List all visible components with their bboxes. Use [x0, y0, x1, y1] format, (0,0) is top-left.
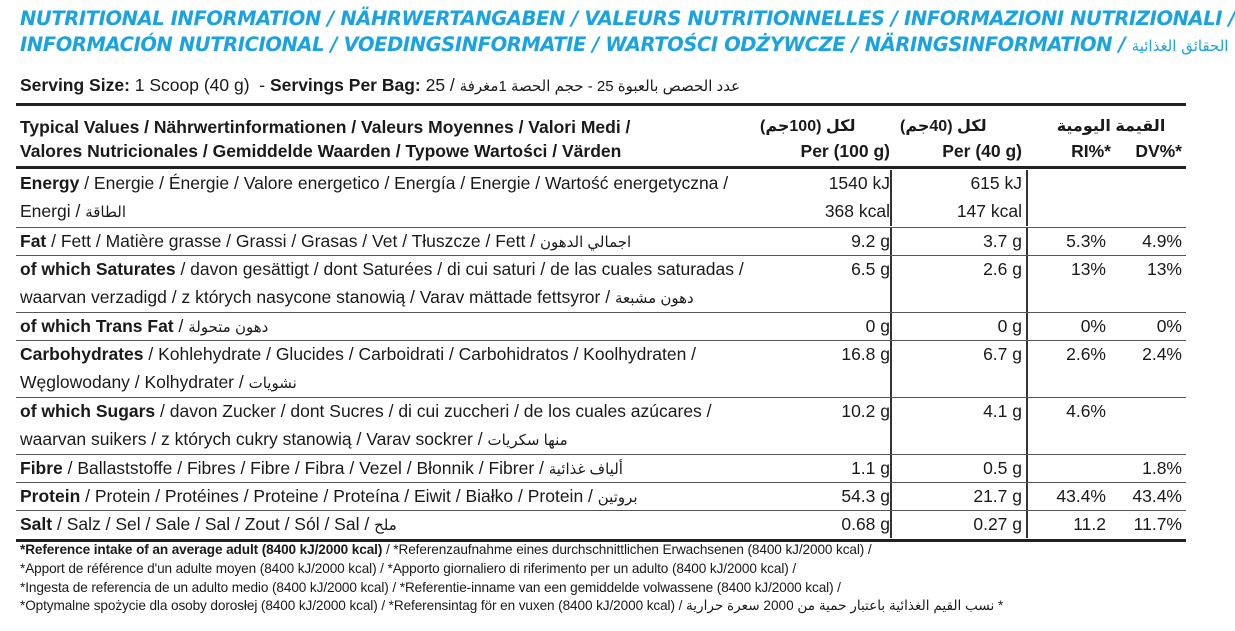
nutrient-translations: / Energie / Énergie / Valore energetico / Energía / Energie / Wartość energetyczna /: [79, 173, 729, 193]
nutrient-translations-2: Węglowodany / Kolhydrater /: [20, 372, 249, 392]
nutrient-arabic: اجمالي الدهون: [539, 234, 632, 251]
nutrient-arabic: دهون متحولة: [188, 319, 269, 336]
footnote-line-1-bold: *Reference intake of an average adult (8400 kJ/2000 kcal): [20, 542, 383, 557]
value-dv: 2.4%: [1142, 344, 1182, 364]
nutrient-arabic: بروتين: [597, 489, 638, 506]
header-per-100g: [760, 115, 890, 163]
column-divider: [890, 455, 892, 482]
nutrient-bold: of which Saturates: [20, 259, 176, 279]
value-per-40g: 21.7 g: [973, 486, 1022, 506]
nutrient-bold: Carbohydrates: [20, 344, 144, 364]
header-per-40g-label: Per (40 g): [942, 141, 1022, 161]
nutrient-name: [20, 455, 760, 483]
nutrient-bold: Fat: [20, 231, 47, 251]
nutrient-arabic: الطاقة: [85, 204, 127, 221]
nutrient-name-line-2: [20, 284, 760, 312]
value-ri: 2.6%: [1066, 344, 1106, 364]
value-dv: 11.7%: [1133, 514, 1182, 534]
table-row: [16, 483, 1186, 510]
footnote-line-3: *Ingesta de referencia de un adulto medio (8400 kJ/2000 kcal) / *Referentie-inname van een gemiddelde volwassene (8400 kJ/2000 kcal) /: [20, 579, 841, 595]
nutrient-name-line-2: [20, 369, 760, 397]
column-divider: [890, 313, 892, 340]
nutrient-translations: /: [173, 316, 189, 336]
value-dv: 13%: [1146, 259, 1182, 279]
title-line-1: NUTRITIONAL INFORMATION / NÄHRWERTANGABEN / VALEURS NUTRITIONNELLES / INFORMAZIONI NUTRIZIONALI /: [20, 7, 1235, 30]
table-row: [16, 313, 1186, 340]
nutrient-name: [20, 341, 760, 368]
column-divider: [890, 228, 892, 255]
nutrient-bold: Energy: [20, 173, 80, 193]
table-row: [16, 455, 1186, 482]
column-divider: [1026, 483, 1028, 510]
nutrient-arabic: منها سكريات: [487, 432, 568, 449]
value-per-40g: 0.5 g: [983, 458, 1022, 478]
value-per-100g: 54.3 g: [841, 486, 890, 506]
serving-size-value: 1 Scoop (40 g) -: [129, 75, 270, 95]
value-per-40g: 6.7 g: [983, 344, 1022, 364]
header-daily-value-arabic: القيمة اليومية: [1056, 118, 1166, 135]
table-row: [16, 511, 1186, 538]
footnote-line-4: [20, 597, 1190, 616]
nutrient-translations-2: waarvan verzadigd / z których nasycone stanowią / Varav mättade fettsyror /: [20, 287, 615, 307]
header-left-line-1: Typical Values / Nährwertinformationen / Valeurs Moyennes / Valori Medi /: [20, 117, 631, 137]
header-per-100g-label: Per (100 g): [800, 141, 890, 161]
value-per-40g: 0.27 g: [973, 514, 1022, 534]
table-row: [16, 341, 1186, 397]
nutrient-name-line-2: [20, 198, 760, 226]
serving-size-label: Serving Size:: [20, 75, 130, 95]
value-ri: 0%: [1080, 316, 1106, 336]
nutrient-bold: Fibre: [20, 458, 63, 478]
value-dv: 4.9%: [1142, 231, 1182, 251]
nutrient-translations: / Ballaststoffe / Fibres / Fibre / Fibra / Vezel / Błonnik / Fibrer /: [62, 458, 549, 478]
servings-per-bag-label: Servings Per Bag:: [269, 75, 421, 95]
column-divider: [1026, 228, 1028, 255]
footnote: [20, 541, 1190, 616]
column-divider: [890, 170, 892, 226]
title-line-2: [20, 32, 1229, 59]
value-ri: 13%: [1070, 259, 1106, 279]
value-per-100g: 0 g: [865, 316, 890, 336]
value-per-100g: 10.2 g: [841, 401, 890, 421]
nutrient-translations-2: Energi /: [20, 201, 86, 221]
nutrient-name: [20, 313, 760, 341]
header-dv-label: DV%*: [1135, 141, 1182, 161]
divider-top: [16, 103, 1186, 106]
column-divider: [1026, 313, 1028, 340]
nutrient-bold: Protein: [20, 486, 81, 506]
nutrient-name: [20, 170, 760, 197]
nutrient-bold: of which Sugars: [20, 401, 156, 421]
value-per-40g: 4.1 g: [983, 401, 1022, 421]
divider-header: [16, 166, 1186, 169]
column-divider: [1026, 455, 1028, 482]
nutrient-name-line-2: [20, 426, 760, 454]
footnote-line-4-text: *Optymalne spożycie dla osoby dorosłej (8400 kJ/2000 kcal) / *Referensintag för en vuxen (8400 kJ/2000 kcal) /: [20, 598, 686, 614]
title-line-2-text: INFORMACIÓN NUTRICIONAL / VOEDINGSINFORMATIE / WARTOŚCI ODŻYWCZE / NÄRINGSINFORMATION /: [20, 33, 1126, 56]
column-divider: [890, 483, 892, 510]
nutrient-arabic: ملح: [374, 517, 397, 534]
column-divider: [1026, 170, 1028, 226]
nutrient-translations: / Fett / Matière grasse / Grassi / Grasas / Vet / Tłuszcze / Fett /: [46, 231, 540, 251]
value-dv: 43.4%: [1132, 486, 1182, 506]
servings-per-bag-value: 25 /: [420, 75, 455, 95]
header-ri-dv-labels: [1040, 139, 1182, 163]
value-ri: 4.6%: [1066, 401, 1106, 421]
column-divider: [1026, 256, 1028, 312]
footnote-line-4-arabic: * نسب القيم الغذائية باعتبار حمية من 2000 سعرة حرارية: [685, 598, 1004, 614]
serving-info: [20, 73, 1180, 99]
nutrient-name: [20, 256, 760, 283]
value-per-100g: 1.1 g: [851, 458, 890, 478]
value-per-100g: 16.8 g: [841, 344, 890, 364]
column-divider: [1026, 511, 1028, 538]
title-line-2-arabic: الحقائق الغذائية: [1131, 37, 1229, 55]
header-per-40g: [900, 115, 1022, 163]
value-per-40g: 0 g: [997, 316, 1022, 336]
nutrient-arabic: دهون مشبعة: [614, 290, 694, 307]
header-per-40g-arabic: لكل (40جم): [900, 118, 987, 135]
value-per-100g-kcal: 368 kcal: [824, 201, 890, 221]
header-typical-values: [20, 115, 630, 163]
table-row: [16, 398, 1186, 454]
table-row: [16, 256, 1186, 312]
value-per-100g: 9.2 g: [851, 231, 890, 251]
value-dv: 0%: [1156, 316, 1182, 336]
nutrient-bold: of which Trans Fat: [20, 316, 174, 336]
value-per-100g: 0.68 g: [841, 514, 890, 534]
table-row: [16, 170, 1186, 226]
column-divider: [1026, 398, 1028, 454]
column-divider: [890, 256, 892, 312]
footnote-line-1: [20, 541, 1190, 560]
header-left-line-2: Valores Nutricionales / Gemiddelde Waarden / Typowe Wartości / Värden: [20, 141, 622, 161]
nutrient-translations: / Kohlehydrate / Glucides / Carboidrati / Carbohidratos / Koolhydraten /: [143, 344, 697, 364]
nutrient-bold: Salt: [20, 514, 53, 534]
value-dv: 1.8%: [1142, 458, 1182, 478]
serving-arabic: عدد الحصص بالعبوة 25 - حجم الحصة 1مغرفة: [459, 78, 741, 95]
nutrient-translations: / davon Zucker / dont Sucres / di cui zuccheri / de los cuales azúcares /: [155, 401, 712, 421]
column-divider: [890, 341, 892, 397]
nutrient-arabic: ألياف غذائية: [548, 461, 623, 478]
nutrient-translations: / Salz / Sel / Sale / Sal / Zout / Sól / Sal /: [52, 514, 375, 534]
header-ri-label: RI%*: [1071, 141, 1111, 161]
value-ri: 5.3%: [1066, 231, 1106, 251]
value-per-100g: 1540 kJ: [828, 173, 890, 193]
nutrient-translations-2: waarvan suikers / z których cukry stanowią / Varav sockrer /: [20, 429, 488, 449]
value-per-40g: 615 kJ: [970, 173, 1022, 193]
value-ri: 43.4%: [1056, 486, 1106, 506]
label-title: [20, 6, 1235, 59]
nutrient-arabic: نشويات: [248, 375, 297, 392]
value-ri: 11.2: [1073, 514, 1106, 534]
value-per-100g: 6.5 g: [851, 259, 890, 279]
header-per-100g-arabic: لكل (100جم): [760, 118, 856, 135]
nutrient-name: [20, 228, 760, 256]
nutrient-name: [20, 483, 760, 511]
nutrient-translations: / davon gesättigt / dont Saturées / di cui saturi / de las cuales saturadas /: [175, 259, 744, 279]
value-per-40g-kcal: 147 kcal: [956, 201, 1022, 221]
footnote-line-1-rest: / *Referenzaufnahme eines durchschnittlichen Erwachsenen (8400 kJ/2000 kcal) /: [382, 542, 872, 557]
value-per-40g: 2.6 g: [983, 259, 1022, 279]
value-per-40g: 3.7 g: [983, 231, 1022, 251]
nutrient-translations: / Protein / Protéines / Proteine / Proteína / Eiwit / Białko / Protein /: [80, 486, 598, 506]
header-daily-value: [1040, 115, 1182, 163]
nutrient-name: [20, 511, 760, 539]
column-divider: [890, 398, 892, 454]
nutrient-name: [20, 398, 760, 425]
column-divider: [1026, 341, 1028, 397]
table-row: [16, 228, 1186, 255]
footnote-line-2: *Apport de référence d'un adulte moyen (8400 kJ/2000 kcal) / *Apporto giornaliero di riferimento per un adulto (8400 kJ/2000 kcal) /: [20, 560, 797, 576]
column-divider: [890, 511, 892, 538]
